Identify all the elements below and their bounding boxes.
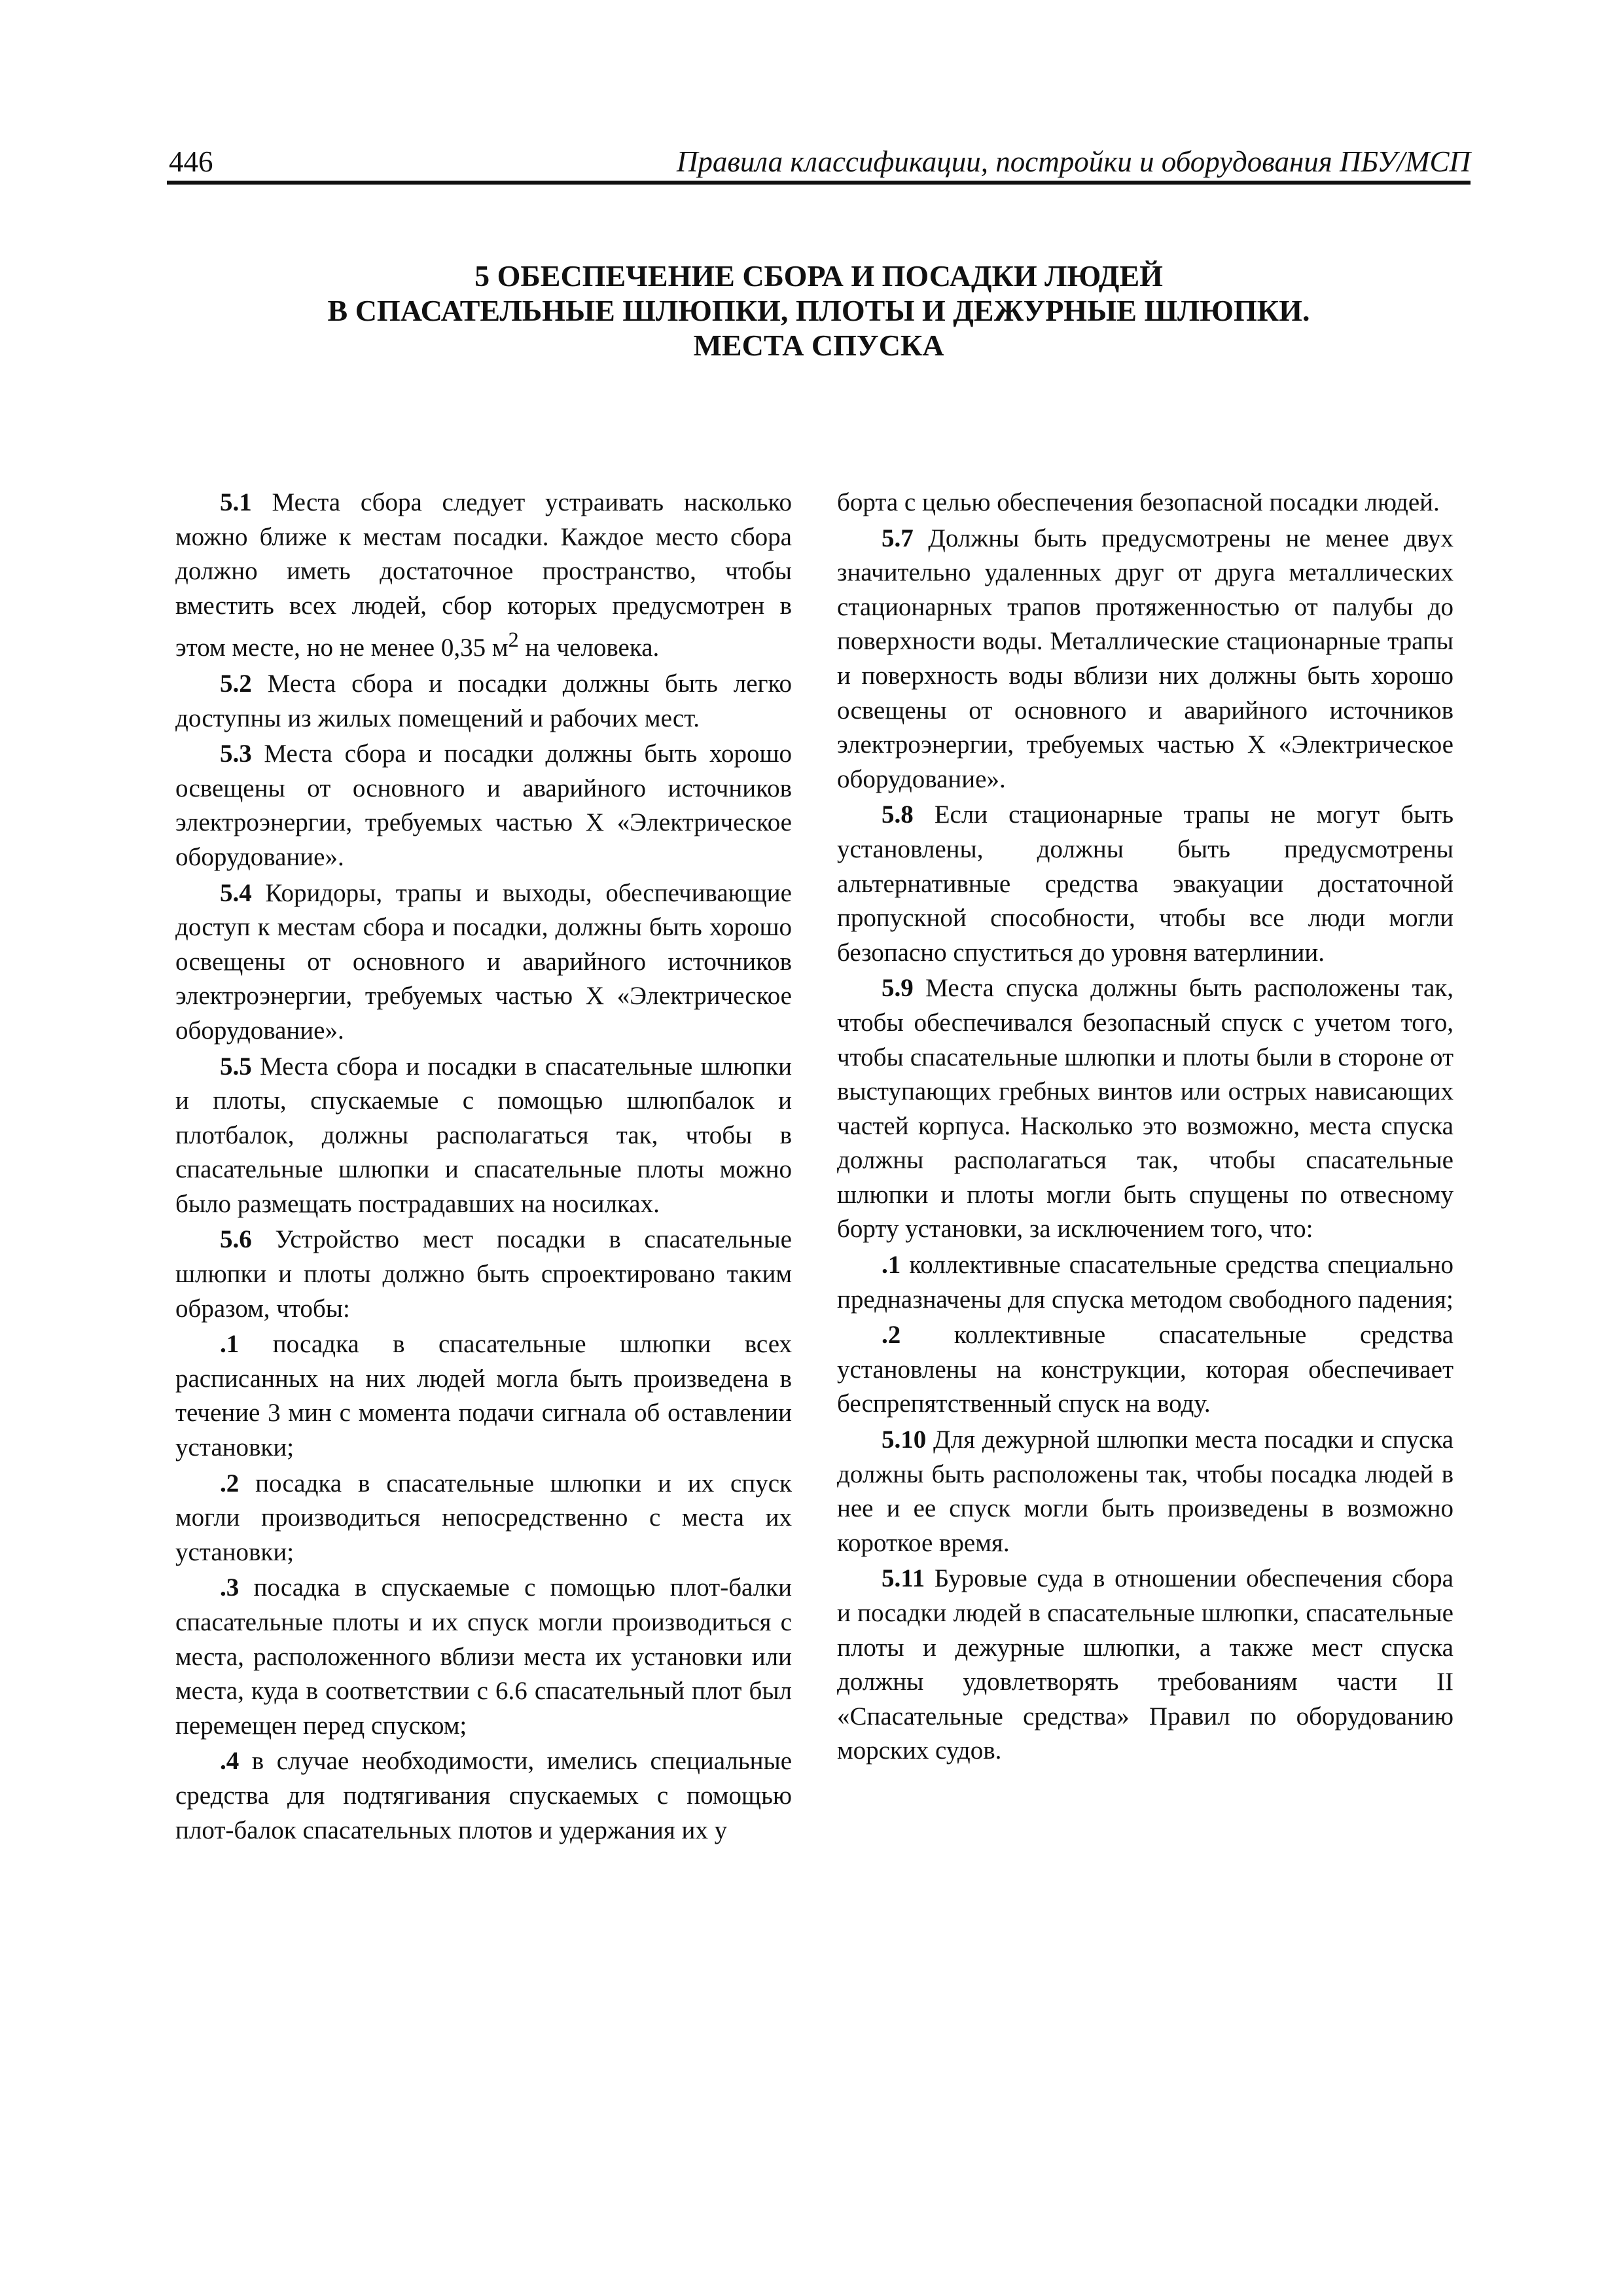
- paragraph-5-2: [175, 667, 792, 736]
- paragraph-5-1: [175, 486, 792, 666]
- paragraph-5-4: [175, 876, 792, 1049]
- list-item: [837, 1248, 1454, 1317]
- clause-number: 5.5: [220, 1052, 252, 1081]
- clause-number: 5.10: [882, 1426, 927, 1454]
- clause-text: Места сбора и посадки в спасательные шлюпки и плоты, спускаемые с помощью шлюпбалок и плотбалок, должны располагаться так, чтобы в спасательные шлюпки и спасательные плоты можно было размещать пострадавших на носилках.: [175, 1052, 792, 1218]
- clause-text: Места спуска должны быть расположены так, чтобы обеспечивался безопасный спуск с учетом того, чтобы спасательные шлюпки и плоты были в стороне от выступающих гребных винтов или острых нависающих частей корпуса. Насколько это возможно, места спуска должны располагаться так, чтобы спасательные шлюпки и плоты могли быть спущены по отвесному борту установки, за исключением того, что:: [837, 974, 1454, 1244]
- clause-number: 5.7: [882, 524, 914, 552]
- clause-text-tail: на человека.: [518, 634, 660, 662]
- clause-number: 5.4: [220, 878, 252, 907]
- paragraph-5-9: [837, 971, 1454, 1247]
- page-header: [167, 143, 1471, 185]
- paragraph-5-5: [175, 1050, 792, 1222]
- section-title-line: МЕСТА СПУСКА: [693, 329, 944, 362]
- paragraph-5-3: [175, 737, 792, 874]
- list-item: [175, 1744, 792, 1848]
- item-text: в случае необходимости, имелись специальные средства для подтягивания спускаемых с помощью плот-балок спасательных плотов и удержания их у: [175, 1747, 792, 1844]
- clause-number: 5.1: [220, 488, 252, 516]
- item-number: .1: [220, 1330, 240, 1359]
- paragraph-5-11: [837, 1562, 1454, 1768]
- clause-text: Коридоры, трапы и выходы, обеспечивающие доступ к местам сбора и посадки, должны быть хорошо освещены от основного и аварийного источников электроэнергии, требуемых частью X «Электрическое оборудование».: [175, 878, 792, 1045]
- item-number: .3: [220, 1573, 240, 1602]
- item-number: .1: [882, 1251, 901, 1280]
- clause-text: Должны быть предусмотрены не менее двух значительно удаленных друг от друга металлических стационарных трапов протяженностью от палубы до поверхности воды. Металлические стационарные трапы и поверхность воды вблизи них должны быть хорошо освещены от основного и аварийного источников электроэнергии, требуемых частью X «Электрическое оборудование».: [837, 524, 1454, 793]
- paragraph-5-7: [837, 522, 1454, 797]
- item-text: коллективные спасательные средства установлены на конструкции, которая обеспечивает беспрепятственный спуск на воду.: [837, 1321, 1454, 1418]
- clause-number: 5.2: [220, 669, 252, 698]
- left-column: [175, 486, 792, 1849]
- page-number: 446: [169, 145, 213, 178]
- section-title-line: 5 ОБЕСПЕЧЕНИЕ СБОРА И ПОСАДКИ ЛЮДЕЙ: [474, 259, 1163, 293]
- clause-text: Места сбора и посадки должны быть хорошо освещены от основного и аварийного источников электроэнергии, требуемых частью X «Электрическое оборудование».: [175, 740, 792, 871]
- section-title-line: В СПАСАТЕЛЬНЫЕ ШЛЮПКИ, ПЛОТЫ И ДЕЖУРНЫЕ ШЛЮПКИ.: [327, 294, 1310, 327]
- paragraph-5-6: [175, 1223, 792, 1326]
- item-text: коллективные спасательные средства специально предназначены для спуска методом свободного падения;: [837, 1251, 1454, 1314]
- clause-text: Если стационарные трапы не могут быть установлены, должны быть предусмотрены альтернативные средства эвакуации достаточной пропускной способности, чтобы все люди могли безопасно спуститься до уровня ватерлинии.: [837, 800, 1454, 967]
- superscript: 2: [508, 628, 519, 653]
- list-item: [175, 1571, 792, 1743]
- clause-text: Устройство мест посадки в спасательные шлюпки и плоты должно быть спроектировано таким образом, чтобы:: [175, 1225, 792, 1323]
- item-number: .2: [220, 1469, 240, 1498]
- clause-text: Места сбора следует устраивать насколько можно ближе к местам посадки. Каждое место сбора должно иметь достаточное пространство, чтобы вместить всех людей, сбор которых предусмотрен в этом месте, но не менее 0,35 м: [175, 488, 792, 662]
- clause-number: 5.6: [220, 1225, 252, 1254]
- list-item: [175, 1327, 792, 1465]
- list-item: [175, 1467, 792, 1570]
- paragraph-5-8: [837, 798, 1454, 970]
- clause-number: 5.8: [882, 800, 914, 829]
- item-text: посадка в спасательные шлюпки и их спуск могли производиться непосредственно с места их установки;: [175, 1469, 792, 1566]
- item-number: .4: [220, 1747, 240, 1776]
- item-number: .2: [882, 1321, 901, 1350]
- clause-number: 5.9: [882, 974, 914, 1003]
- right-column: [837, 486, 1454, 1770]
- clause-number: 5.3: [220, 740, 252, 768]
- section-title: [167, 259, 1471, 363]
- running-title: Правила классификации, постройки и оборудования ПБУ/МСП: [676, 145, 1471, 178]
- paragraph-continuation: [837, 486, 1454, 520]
- paragraph-5-10: [837, 1423, 1454, 1560]
- clause-number: 5.11: [882, 1564, 925, 1593]
- item-text: посадка в спасательные шлюпки всех расписанных на них людей могла быть произведена в течение 3 мин с момента подачи сигнала об оставлении установки;: [175, 1330, 792, 1462]
- clause-text: Буровые суда в отношении обеспечения сбора и посадки людей в спасательные шлюпки, спасательные плоты и дежурные шлюпки, а также мест спуска должны удовлетворять требованиям части II «Спасательные средства» Правил по оборудованию морских судов.: [837, 1564, 1454, 1765]
- item-text: посадка в спускаемые с помощью плот-балки спасательные плоты и их спуск могли производиться с места, расположенного вблизи места их установки или места, куда в соответствии с 6.6 спасательный плот был перемещен перед спуском;: [175, 1573, 792, 1740]
- list-item: [837, 1318, 1454, 1422]
- clause-text: Места сбора и посадки должны быть легко доступны из жилых помещений и рабочих мест.: [175, 669, 792, 732]
- clause-text: борта с целью обеспечения безопасной посадки людей.: [837, 488, 1440, 516]
- clause-text: Для дежурной шлюпки места посадки и спуска должны быть расположены так, чтобы посадка людей в нее и ее спуск могли быть произведены в возможно короткое время.: [837, 1426, 1454, 1557]
